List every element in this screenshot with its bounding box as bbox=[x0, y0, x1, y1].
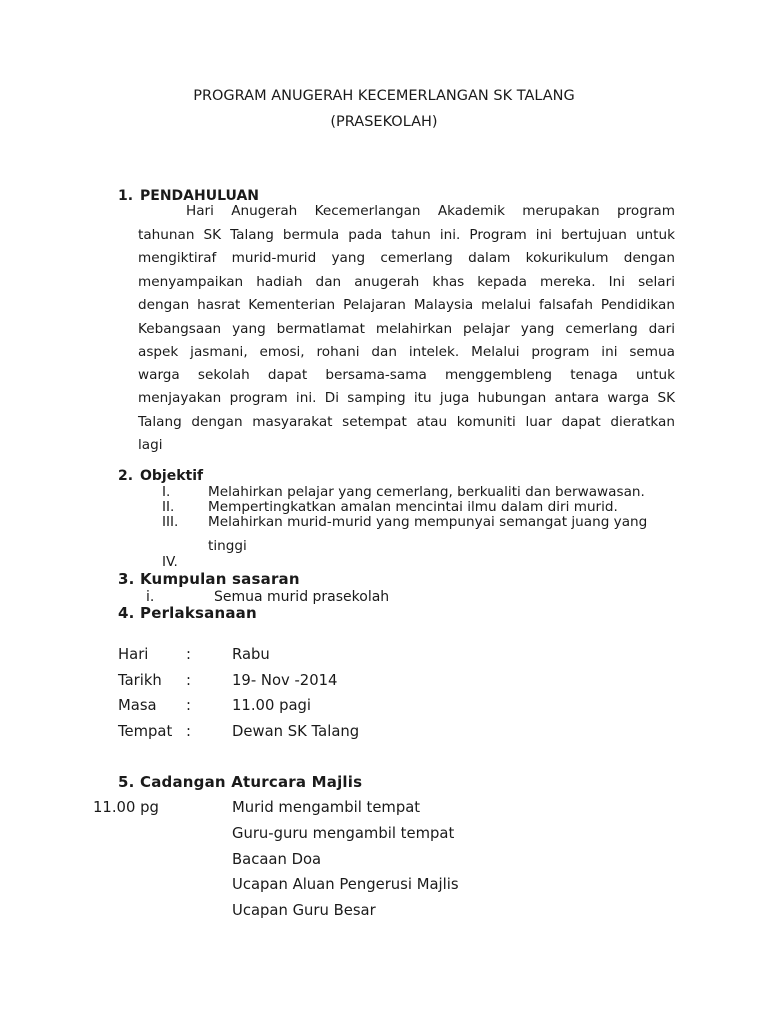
detail-sep: : bbox=[186, 672, 191, 689]
section-3-number: 3. bbox=[118, 570, 135, 588]
paragraph-line: dengan hasrat Kementerian Pelajaran Malaysia melalui falsafah Pendidikan bbox=[138, 297, 675, 313]
detail-value: Dewan SK Talang bbox=[232, 723, 360, 740]
objective-text: Mempertingkatkan amalan mencintai ilmu dalam diri murid. bbox=[208, 499, 618, 515]
detail-value: 11.00 pagi bbox=[232, 697, 312, 714]
detail-label: Masa bbox=[118, 697, 157, 714]
objective-marker: III. bbox=[162, 514, 179, 530]
detail-label: Hari bbox=[118, 646, 149, 663]
paragraph-line: Talang dengan masyarakat setempat atau komuniti luar dapat dieratkan bbox=[138, 414, 675, 430]
agenda-item: Bacaan Doa bbox=[232, 851, 322, 868]
title-line-2: (PRASEKOLAH) bbox=[330, 114, 438, 130]
target-text: Semua murid prasekolah bbox=[214, 589, 390, 605]
objective-text-continuation: tinggi bbox=[208, 538, 247, 554]
detail-sep: : bbox=[186, 646, 191, 663]
paragraph-line: mengiktiraf murid-murid yang cemerlang dalam kokurikulum dengan bbox=[138, 250, 675, 266]
objective-marker: IV. bbox=[162, 554, 178, 570]
detail-sep: : bbox=[186, 723, 191, 740]
section-2-heading: Objektif bbox=[140, 468, 204, 484]
section-2-number: 2. bbox=[118, 468, 134, 484]
paragraph-line: Hari Anugerah Kecemerlangan Akademik merupakan program bbox=[186, 203, 675, 219]
agenda-time: 11.00 pg bbox=[93, 799, 159, 816]
section-3-heading: Kumpulan sasaran bbox=[140, 570, 300, 588]
target-marker: i. bbox=[146, 589, 155, 605]
detail-sep: : bbox=[186, 697, 191, 714]
objective-marker: I. bbox=[162, 484, 171, 500]
section-5-number: 5. bbox=[118, 773, 135, 791]
paragraph-line: lagi bbox=[138, 437, 163, 453]
paragraph-line: menyampaikan hadiah dan anugerah khas kepada mereka. Ini selari bbox=[138, 274, 675, 290]
section-4-number: 4. bbox=[118, 604, 135, 622]
agenda-item: Ucapan Aluan Pengerusi Majlis bbox=[232, 876, 459, 893]
paragraph-line: aspek jasmani, emosi, rohani dan intelek. Melalui program ini semua bbox=[138, 344, 675, 360]
agenda-item: Murid mengambil tempat bbox=[232, 799, 421, 816]
section-1-heading: PENDAHULUAN bbox=[140, 188, 259, 204]
agenda-item: Ucapan Guru Besar bbox=[232, 902, 376, 919]
agenda-item: Guru-guru mengambil tempat bbox=[232, 825, 455, 842]
paragraph-line: warga sekolah dapat bersama-sama menggembleng tenaga untuk bbox=[138, 367, 675, 383]
section-4-heading: Perlaksanaan bbox=[140, 604, 257, 622]
objective-marker: II. bbox=[162, 499, 175, 515]
paragraph-line: tahunan SK Talang bermula pada tahun ini. Program ini bertujuan untuk bbox=[138, 227, 675, 243]
objective-text: Melahirkan murid-murid yang mempunyai semangat juang yang bbox=[208, 514, 648, 530]
paragraph-line: Kebangsaan yang bermatlamat melahirkan pelajar yang cemerlang dari bbox=[138, 321, 675, 337]
section-5-heading: Cadangan Aturcara Majlis bbox=[140, 773, 363, 791]
detail-label: Tarikh bbox=[118, 672, 162, 689]
section-1-number: 1. bbox=[118, 188, 134, 204]
detail-value: 19- Nov -2014 bbox=[232, 672, 338, 689]
detail-label: Tempat bbox=[118, 723, 173, 740]
objective-text: Melahirkan pelajar yang cemerlang, berkualiti dan berwawasan. bbox=[208, 484, 645, 500]
title-line-1: PROGRAM ANUGERAH KECEMERLANGAN SK TALANG bbox=[193, 88, 575, 104]
paragraph-line: menjayakan program ini. Di samping itu juga hubungan antara warga SK bbox=[138, 390, 675, 406]
detail-value: Rabu bbox=[232, 646, 270, 663]
